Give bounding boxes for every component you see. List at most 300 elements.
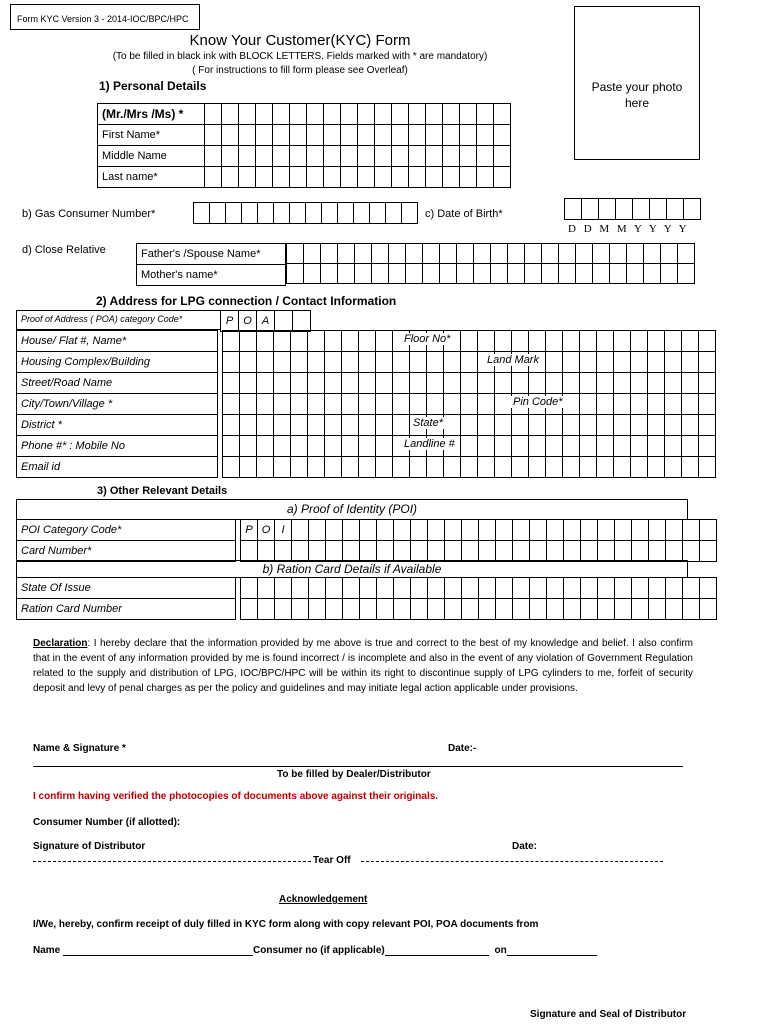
char-box[interactable] [666,578,683,599]
char-box[interactable] [325,331,342,352]
char-box[interactable] [273,146,290,167]
char-box[interactable] [274,415,291,436]
char-box[interactable] [409,125,426,146]
char-box[interactable] [274,373,291,394]
char-box[interactable] [547,599,564,620]
char-box[interactable] [445,520,462,541]
char-box[interactable] [389,264,406,284]
char-box[interactable] [614,457,631,478]
char-box[interactable] [275,599,292,620]
char-box[interactable] [444,373,461,394]
char-box[interactable] [257,394,274,415]
char-box[interactable] [372,244,389,264]
char-box[interactable] [406,264,423,284]
char-box[interactable] [457,264,474,284]
char-box[interactable] [440,264,457,284]
char-box[interactable] [308,394,325,415]
char-box[interactable] [223,415,240,436]
relative-letter-boxes[interactable] [286,243,695,284]
char-box[interactable] [427,394,444,415]
char-box[interactable] [289,202,306,224]
char-box[interactable] [559,244,576,264]
char-box[interactable] [598,599,615,620]
char-box[interactable] [580,436,597,457]
char-box[interactable] [563,415,580,436]
char-box[interactable] [291,415,308,436]
char-box[interactable] [461,394,478,415]
char-box[interactable] [512,415,529,436]
char-box[interactable] [291,394,308,415]
char-box[interactable] [411,541,428,562]
char-box[interactable] [309,520,326,541]
char-box[interactable] [631,394,648,415]
char-box[interactable] [355,264,372,284]
char-box[interactable] [273,167,290,188]
char-box[interactable] [305,202,322,224]
char-box[interactable] [308,436,325,457]
char-box[interactable] [257,202,274,224]
char-box[interactable] [239,146,256,167]
char-box[interactable] [661,264,678,284]
char-box[interactable] [394,578,411,599]
char-box[interactable] [648,331,665,352]
char-box[interactable] [460,167,477,188]
char-box[interactable] [580,394,597,415]
char-box[interactable] [477,125,494,146]
char-box[interactable] [307,125,324,146]
char-box[interactable] [326,520,343,541]
char-box[interactable] [563,352,580,373]
char-box[interactable] [530,599,547,620]
char-box[interactable] [291,352,308,373]
char-box[interactable] [375,167,392,188]
char-box[interactable] [290,146,307,167]
char-box[interactable] [427,352,444,373]
char-box[interactable] [478,394,495,415]
char-box[interactable] [495,331,512,352]
char-box[interactable] [223,457,240,478]
char-box[interactable] [273,104,290,125]
char-box[interactable] [273,202,290,224]
char-box[interactable] [665,373,682,394]
char-box[interactable] [699,394,716,415]
char-box[interactable] [580,373,597,394]
char-box[interactable] [321,202,338,224]
char-box[interactable] [326,599,343,620]
char-box[interactable] [274,394,291,415]
char-box[interactable] [358,104,375,125]
char-box[interactable] [410,352,427,373]
char-box[interactable] [564,198,582,220]
char-box[interactable] [457,244,474,264]
char-box[interactable] [581,578,598,599]
char-box[interactable] [460,125,477,146]
char-box[interactable] [369,202,386,224]
char-box[interactable] [614,415,631,436]
char-box[interactable] [597,436,614,457]
char-box[interactable] [274,457,291,478]
char-box[interactable] [508,264,525,284]
char-box[interactable] [359,436,376,457]
char-box[interactable] [241,541,258,562]
char-box[interactable] [546,436,563,457]
char-box[interactable] [615,520,632,541]
char-box[interactable] [428,520,445,541]
char-box[interactable] [614,352,631,373]
char-box[interactable] [376,331,393,352]
char-box[interactable] [576,244,593,264]
char-box[interactable] [360,541,377,562]
char-box[interactable] [564,541,581,562]
char-box[interactable] [597,331,614,352]
char-box[interactable] [358,167,375,188]
char-box[interactable] [496,520,513,541]
char-box[interactable] [496,599,513,620]
char-box[interactable] [240,436,257,457]
char-box[interactable] [529,373,546,394]
char-box[interactable] [512,436,529,457]
char-box[interactable] [257,352,274,373]
char-box[interactable] [512,457,529,478]
char-box[interactable] [257,457,274,478]
char-box[interactable] [683,520,700,541]
char-box[interactable] [547,541,564,562]
char-box[interactable] [292,578,309,599]
char-box[interactable] [614,373,631,394]
char-box[interactable] [275,541,292,562]
char-box[interactable] [307,167,324,188]
char-box[interactable] [631,331,648,352]
char-box[interactable] [444,415,461,436]
char-box[interactable] [376,415,393,436]
char-box[interactable] [462,578,479,599]
char-box[interactable] [648,415,665,436]
char-box[interactable] [525,264,542,284]
char-box[interactable] [644,244,661,264]
char-box[interactable] [343,520,360,541]
char-box[interactable] [615,541,632,562]
char-box[interactable] [241,202,258,224]
char-box[interactable] [321,244,338,264]
char-box[interactable] [290,104,307,125]
char-box[interactable] [360,520,377,541]
char-box[interactable] [409,146,426,167]
char-box[interactable] [241,578,258,599]
char-box[interactable] [291,331,308,352]
char-box[interactable] [700,578,717,599]
char-box[interactable] [546,373,563,394]
char-box[interactable] [529,436,546,457]
char-box[interactable] [581,599,598,620]
char-box[interactable] [342,415,359,436]
char-box[interactable] [529,331,546,352]
char-box[interactable] [631,373,648,394]
char-box[interactable] [512,331,529,352]
char-box[interactable] [627,244,644,264]
char-box[interactable] [460,104,477,125]
char-box[interactable] [377,520,394,541]
char-box[interactable] [222,125,239,146]
poa-code-letter[interactable]: P [220,310,239,332]
char-box[interactable] [426,104,443,125]
char-box[interactable] [377,578,394,599]
ack-date-blank[interactable] [507,955,597,956]
char-box[interactable] [614,394,631,415]
photo-box[interactable] [574,6,700,160]
char-box[interactable] [222,146,239,167]
char-box[interactable] [495,373,512,394]
char-box[interactable] [678,244,695,264]
char-box[interactable] [304,244,321,264]
char-box[interactable] [394,599,411,620]
char-box[interactable] [392,167,409,188]
char-box[interactable] [546,457,563,478]
char-box[interactable] [580,457,597,478]
address-letter-boxes[interactable] [222,330,716,478]
char-box[interactable] [461,373,478,394]
char-box[interactable] [699,352,716,373]
char-box[interactable] [477,167,494,188]
char-box[interactable] [648,436,665,457]
char-box[interactable] [394,541,411,562]
char-box[interactable] [274,352,291,373]
char-box[interactable] [563,457,580,478]
char-box[interactable] [632,198,650,220]
char-box[interactable] [325,352,342,373]
char-box[interactable] [375,125,392,146]
char-box[interactable] [258,578,275,599]
char-box[interactable] [648,457,665,478]
char-box[interactable] [581,520,598,541]
char-box[interactable] [461,352,478,373]
char-box[interactable] [648,394,665,415]
char-box[interactable] [700,541,717,562]
char-box[interactable] [358,146,375,167]
char-box[interactable] [376,436,393,457]
poa-code-letter[interactable]: A [256,310,275,332]
char-box[interactable] [478,457,495,478]
char-box[interactable] [494,125,511,146]
char-box[interactable] [445,578,462,599]
char-box[interactable] [274,310,293,332]
char-box[interactable] [683,578,700,599]
char-box[interactable] [410,457,427,478]
poa-code-letter[interactable]: O [238,310,257,332]
char-box[interactable] [479,541,496,562]
char-box[interactable] [542,244,559,264]
char-box[interactable] [598,541,615,562]
char-box[interactable] [477,146,494,167]
char-box[interactable] [342,457,359,478]
char-box[interactable] [409,104,426,125]
char-box[interactable] [460,146,477,167]
char-box[interactable] [291,373,308,394]
char-box[interactable] [338,264,355,284]
char-box[interactable] [427,457,444,478]
char-box[interactable] [614,331,631,352]
poa-code-boxes[interactable] [221,310,311,332]
char-box[interactable] [445,541,462,562]
char-box[interactable] [342,394,359,415]
char-box[interactable] [682,331,699,352]
char-box[interactable] [377,541,394,562]
char-box[interactable] [223,331,240,352]
char-box[interactable] [241,599,258,620]
char-box[interactable] [257,436,274,457]
char-box[interactable] [563,436,580,457]
char-box[interactable] [576,264,593,284]
ack-consumer-blank[interactable] [385,955,489,956]
char-box[interactable] [495,394,512,415]
char-box[interactable] [343,599,360,620]
char-box[interactable] [287,264,304,284]
char-box[interactable] [359,457,376,478]
char-box[interactable] [376,352,393,373]
char-box[interactable] [665,331,682,352]
char-box[interactable] [665,436,682,457]
char-box[interactable] [593,264,610,284]
char-box[interactable] [240,331,257,352]
char-box[interactable] [563,373,580,394]
char-box[interactable] [309,578,326,599]
char-box[interactable] [376,394,393,415]
char-box[interactable] [239,125,256,146]
char-box[interactable] [444,394,461,415]
char-box[interactable] [292,310,311,332]
char-box[interactable] [699,415,716,436]
char-box[interactable] [375,104,392,125]
char-box[interactable] [392,146,409,167]
char-box[interactable] [682,415,699,436]
char-box[interactable] [666,520,683,541]
char-box[interactable] [699,373,716,394]
char-box[interactable] [479,520,496,541]
char-box[interactable] [598,578,615,599]
char-box[interactable] [546,331,563,352]
char-box[interactable] [325,373,342,394]
char-box[interactable] [292,599,309,620]
char-box[interactable] [513,541,530,562]
char-box[interactable] [461,331,478,352]
char-box[interactable] [479,578,496,599]
char-box[interactable] [627,264,644,284]
code-letter[interactable]: O [258,520,275,541]
char-box[interactable] [225,202,242,224]
char-box[interactable] [699,457,716,478]
char-box[interactable] [682,394,699,415]
char-box[interactable] [682,352,699,373]
char-box[interactable] [392,104,409,125]
char-box[interactable] [496,541,513,562]
char-box[interactable] [614,436,631,457]
char-box[interactable] [494,167,511,188]
char-box[interactable] [393,415,410,436]
char-box[interactable] [699,331,716,352]
char-box[interactable] [632,541,649,562]
char-box[interactable] [309,599,326,620]
char-box[interactable] [580,352,597,373]
char-box[interactable] [491,244,508,264]
char-box[interactable] [341,125,358,146]
char-box[interactable] [615,198,633,220]
char-box[interactable] [240,415,257,436]
char-box[interactable] [326,578,343,599]
char-box[interactable] [445,599,462,620]
char-box[interactable] [401,202,418,224]
char-box[interactable] [307,104,324,125]
char-box[interactable] [699,436,716,457]
char-box[interactable] [598,198,616,220]
char-box[interactable] [258,541,275,562]
char-box[interactable] [342,436,359,457]
char-box[interactable] [239,167,256,188]
char-box[interactable] [564,520,581,541]
char-box[interactable] [325,415,342,436]
char-box[interactable] [666,599,683,620]
char-box[interactable] [478,373,495,394]
char-box[interactable] [338,244,355,264]
char-box[interactable] [341,104,358,125]
char-box[interactable] [461,436,478,457]
char-box[interactable] [411,578,428,599]
char-box[interactable] [495,415,512,436]
char-box[interactable] [649,578,666,599]
char-box[interactable] [428,541,445,562]
char-box[interactable] [700,520,717,541]
char-box[interactable] [530,541,547,562]
char-box[interactable] [559,264,576,284]
char-box[interactable] [474,264,491,284]
char-box[interactable] [223,373,240,394]
dob-boxes[interactable] [565,198,701,220]
char-box[interactable] [355,244,372,264]
char-box[interactable] [308,415,325,436]
char-box[interactable] [240,373,257,394]
char-box[interactable] [342,331,359,352]
char-box[interactable] [683,198,701,220]
char-box[interactable] [304,264,321,284]
char-box[interactable] [274,436,291,457]
char-box[interactable] [597,394,614,415]
char-box[interactable] [530,578,547,599]
char-box[interactable] [440,244,457,264]
char-box[interactable] [239,104,256,125]
char-box[interactable] [443,167,460,188]
char-box[interactable] [358,125,375,146]
char-box[interactable] [309,541,326,562]
char-box[interactable] [461,415,478,436]
char-box[interactable] [287,244,304,264]
char-box[interactable] [494,104,511,125]
char-box[interactable] [547,578,564,599]
char-box[interactable] [597,352,614,373]
char-box[interactable] [631,436,648,457]
char-box[interactable] [360,599,377,620]
char-box[interactable] [508,244,525,264]
char-box[interactable] [428,599,445,620]
char-box[interactable] [353,202,370,224]
char-box[interactable] [258,599,275,620]
char-box[interactable] [644,264,661,284]
char-box[interactable] [632,599,649,620]
char-box[interactable] [240,394,257,415]
char-box[interactable] [406,244,423,264]
char-box[interactable] [392,125,409,146]
char-box[interactable] [598,520,615,541]
char-box[interactable] [209,202,226,224]
char-box[interactable] [325,436,342,457]
char-box[interactable] [223,352,240,373]
